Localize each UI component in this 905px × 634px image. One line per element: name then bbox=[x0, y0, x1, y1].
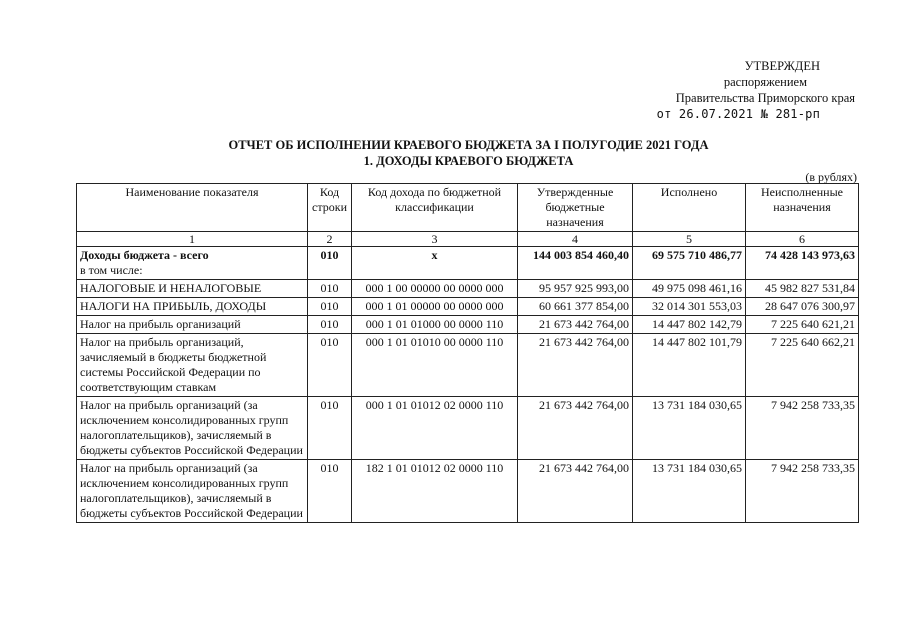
row-income-code: 182 1 01 01012 02 0000 110 bbox=[352, 460, 518, 523]
report-title: ОТЧЕТ ОБ ИСПОЛНЕНИИ КРАЕВОГО БЮДЖЕТА ЗА I ПОЛУГОДИЕ 2021 ГОДА bbox=[228, 138, 709, 152]
column-number: 5 bbox=[633, 232, 746, 247]
row-unexecuted: 7 942 258 733,35 bbox=[746, 460, 859, 523]
total-subnote: в том числе: bbox=[80, 263, 143, 277]
table-row bbox=[77, 397, 859, 460]
row-unexecuted: 28 647 076 300,97 bbox=[746, 298, 859, 316]
total-name-cell bbox=[77, 247, 308, 280]
total-line-code: 010 bbox=[308, 247, 352, 280]
column-number-row bbox=[77, 232, 859, 247]
total-unexecuted: 74 428 143 973,63 bbox=[746, 247, 859, 280]
row-name: Налог на прибыль организаций (за исключением консолидированных групп налогоплательщиков), зачисляемый в бюджеты субъектов Российской Федерации bbox=[77, 397, 308, 460]
table-row bbox=[77, 316, 859, 334]
total-row bbox=[77, 247, 859, 280]
total-name: Доходы бюджета - всего bbox=[80, 248, 209, 262]
row-executed: 13 731 184 030,65 bbox=[633, 397, 746, 460]
table-row bbox=[77, 298, 859, 316]
row-income-code: 000 1 01 00000 00 0000 000 bbox=[352, 298, 518, 316]
table-row bbox=[77, 280, 859, 298]
table-row bbox=[77, 460, 859, 523]
row-name: Налог на прибыль организаций bbox=[77, 316, 308, 334]
total-income-code: х bbox=[352, 247, 518, 280]
row-approved: 21 673 442 764,00 bbox=[518, 316, 633, 334]
row-executed: 32 014 301 553,03 bbox=[633, 298, 746, 316]
header-unexecuted: Неисполненные назначения bbox=[746, 184, 859, 232]
approval-authority: Правительства Приморского края bbox=[675, 91, 855, 105]
row-line-code: 010 bbox=[308, 460, 352, 523]
row-name: НАЛОГОВЫЕ И НЕНАЛОГОВЫЕ bbox=[77, 280, 308, 298]
row-unexecuted: 45 982 827 531,84 bbox=[746, 280, 859, 298]
column-number: 4 bbox=[518, 232, 633, 247]
row-line-code: 010 bbox=[308, 316, 352, 334]
report-titles bbox=[0, 137, 905, 169]
row-name: Налог на прибыль организаций (за исключением консолидированных групп налогоплательщиков), зачисляемый в бюджеты субъектов Российской Федерации bbox=[77, 460, 308, 523]
row-line-code: 010 bbox=[308, 397, 352, 460]
row-line-code: 010 bbox=[308, 280, 352, 298]
column-number: 1 bbox=[77, 232, 308, 247]
row-approved: 21 673 442 764,00 bbox=[518, 334, 633, 397]
header-name: Наименование показателя bbox=[77, 184, 308, 232]
approval-order-label: распоряжением bbox=[723, 75, 807, 89]
row-executed: 14 447 802 142,79 bbox=[633, 316, 746, 334]
header-line-code: Код строки bbox=[308, 184, 352, 232]
header-approved: Утвержденные бюджетные назначения bbox=[518, 184, 633, 232]
row-income-code: 000 1 01 01012 02 0000 110 bbox=[352, 397, 518, 460]
header-executed: Исполнено bbox=[633, 184, 746, 232]
row-approved: 21 673 442 764,00 bbox=[518, 397, 633, 460]
table-row bbox=[77, 334, 859, 397]
approval-block bbox=[657, 58, 855, 122]
total-executed: 69 575 710 486,77 bbox=[633, 247, 746, 280]
row-line-code: 010 bbox=[308, 298, 352, 316]
row-executed: 49 975 098 461,16 bbox=[633, 280, 746, 298]
row-approved: 95 957 925 993,00 bbox=[518, 280, 633, 298]
row-unexecuted: 7 225 640 621,21 bbox=[746, 316, 859, 334]
income-table bbox=[76, 183, 859, 523]
row-approved: 21 673 442 764,00 bbox=[518, 460, 633, 523]
row-income-code: 000 1 01 01000 00 0000 110 bbox=[352, 316, 518, 334]
row-line-code: 010 bbox=[308, 334, 352, 397]
column-number: 3 bbox=[352, 232, 518, 247]
total-approved: 144 003 854 460,40 bbox=[518, 247, 633, 280]
approval-heading: УТВЕРЖДЕН bbox=[744, 59, 820, 73]
row-income-code: 000 1 01 01010 00 0000 110 bbox=[352, 334, 518, 397]
row-name: НАЛОГИ НА ПРИБЫЛЬ, ДОХОДЫ bbox=[77, 298, 308, 316]
column-number: 6 bbox=[746, 232, 859, 247]
row-unexecuted: 7 225 640 662,21 bbox=[746, 334, 859, 397]
row-approved: 60 661 377 854,00 bbox=[518, 298, 633, 316]
column-number: 2 bbox=[308, 232, 352, 247]
section-title: 1. ДОХОДЫ КРАЕВОГО БЮДЖЕТА bbox=[363, 154, 574, 168]
approval-date: от 26.07.2021 № 281-рп bbox=[656, 107, 820, 121]
row-income-code: 000 1 00 00000 00 0000 000 bbox=[352, 280, 518, 298]
header-row bbox=[77, 184, 859, 232]
row-unexecuted: 7 942 258 733,35 bbox=[746, 397, 859, 460]
unit-note: (в рублях) bbox=[805, 170, 857, 184]
row-executed: 14 447 802 101,79 bbox=[633, 334, 746, 397]
row-name: Налог на прибыль организаций, зачисляемый в бюджеты бюджетной системы Российской Федерации по соответствующим ставкам bbox=[77, 334, 308, 397]
row-executed: 13 731 184 030,65 bbox=[633, 460, 746, 523]
header-income-code: Код дохода по бюджетной классификации bbox=[352, 184, 518, 232]
